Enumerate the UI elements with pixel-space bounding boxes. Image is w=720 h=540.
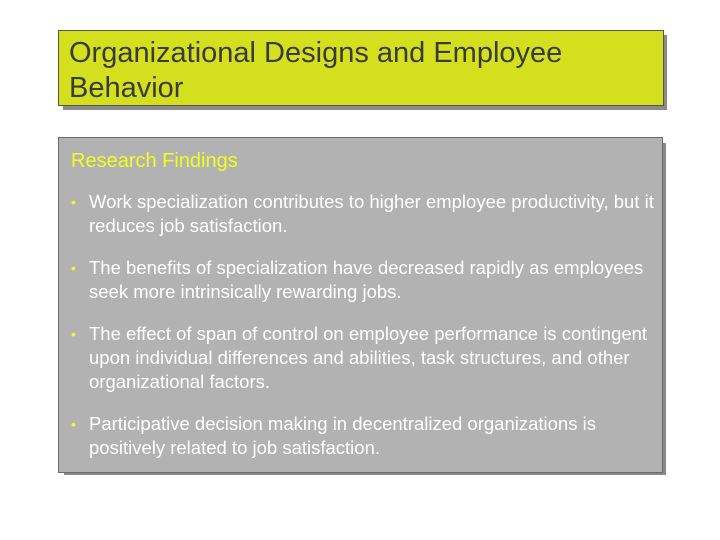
bullet-item: [71, 412, 656, 460]
bullet-text: Work specialization contributes to higher employee productivity, but it reduces job satisfaction.: [89, 191, 654, 236]
panel-heading: Research Findings: [71, 150, 238, 172]
bullet-item: [71, 256, 656, 304]
bullet-item: [71, 322, 656, 394]
slide-title: Organizational Designs and Employee Behavior: [69, 37, 563, 104]
bullet-list: [71, 190, 656, 478]
bullet-icon: •: [71, 326, 76, 342]
title-box: [58, 30, 664, 106]
bullet-text: The effect of span of control on employee performance is contingent upon individual differences and abilities, task structures, and other organizational factors.: [89, 323, 648, 392]
bullet-item: [71, 190, 656, 238]
bullet-icon: •: [71, 416, 76, 432]
bullet-icon: •: [71, 194, 76, 210]
bullet-text: The benefits of specialization have decreased rapidly as employees seek more intrinsically rewarding jobs.: [89, 257, 644, 302]
research-findings-panel: [58, 137, 663, 473]
bullet-text: Participative decision making in decentralized organizations is positively related to job satisfaction.: [89, 413, 596, 458]
bullet-icon: •: [71, 260, 76, 276]
